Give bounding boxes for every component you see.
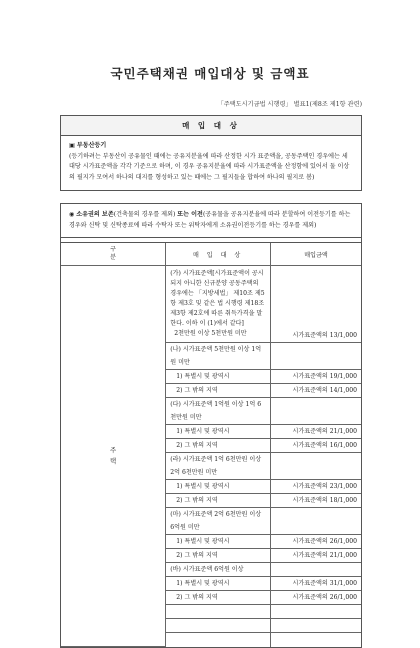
ownership-title: 소유권의 보존 (76, 211, 114, 218)
sub-item (166, 619, 271, 633)
group-heading: (마) 시가표준액 2억 6천만원 이상 6억원 미만 (166, 508, 271, 535)
amount-cell: 시가표준액의 26/1,000 (271, 535, 362, 549)
row-category-housing (61, 266, 166, 647)
block-ga-description (166, 266, 271, 343)
amount-cell: 시가표준액의 19/1,000 (271, 370, 362, 384)
sub-item: 2) 그 밖의 지역 (166, 591, 271, 605)
amount-cell: 시가표준액의 31/1,000 (271, 577, 362, 591)
col-header-category-text: 구 분 (110, 246, 117, 261)
real-estate-body: (등기하려는 부동산이 공유물인 때에는 공유지분율에 따라 산정한 시가 표준액을, 공동주택인 경우에는 세대당 시가표준액을 각각 기준으로 하며, 이 경우 공유지분율에 따라 시가표준액을 산정함에 있어서 둘 이상의 필지가 모여서 하나의 대지를 형성하고 있는 때에는 그 필지들을 합하여 하나의 필지로 봄) (69, 152, 350, 181)
amount-cell (271, 633, 362, 647)
amount-cell: 시가표준액의 21/1,000 (271, 549, 362, 563)
amount-cell: 시가표준액의 16/1,000 (271, 439, 362, 453)
amount-cell (271, 398, 362, 425)
col-header-category (61, 243, 166, 266)
ownership-or-transfer: 또는 이전 (177, 211, 203, 218)
ownership-paren1: (건축물의 경우를 제외) (113, 211, 176, 218)
real-estate-registration-box (60, 115, 362, 191)
sub-item: 2) 그 밖의 지역 (166, 439, 271, 453)
sub-item: 1) 특별시 및 광역시 (166, 535, 271, 549)
sub-item: 2) 그 밖의 지역 (166, 494, 271, 508)
col-header-amount: 매입금액 (271, 243, 362, 266)
amount-cell: 시가표준액의 14/1,000 (271, 384, 362, 398)
purchase-target-header: 매 입 대 상 (61, 116, 361, 136)
sub-item: 1) 특별시 및 광역시 (166, 577, 271, 591)
group-heading: (바) 시가표준액 6억원 이상 (166, 563, 271, 577)
amount-cell (271, 605, 362, 619)
sub-item: 1) 특별시 및 광역시 (166, 370, 271, 384)
sub-item: 2) 그 밖의 지역 (166, 384, 271, 398)
purchase-amount-table (61, 243, 361, 647)
group-heading: (라) 시가표준액 1억 6천만원 이상 2억 6천만원 미만 (166, 453, 271, 480)
amount-cell: 시가표준액의 26/1,000 (271, 591, 362, 605)
page-title: 국민주택채권 매입대상 및 금액표 (110, 66, 310, 81)
group-heading: (다) 시가표준액 1억원 이상 1억 6천만원 미만 (166, 398, 271, 425)
amount-cell: 시가표준액의 18/1,000 (271, 494, 362, 508)
block-ga-amount: 시가표준액의 13/1,000 (271, 266, 362, 343)
amount-cell (271, 619, 362, 633)
sub-item (166, 633, 271, 647)
group-heading: (나) 시가표준액 5천만원 이상 1억원 미만 (166, 343, 271, 370)
block-ga-text: (가) 시가표준액[시가표준액이 공시되지 아니한 신규분양 공동주택의 경우에는 「지방세법」 제10조 제5항 제3호 및 같은 법 시행령 제18조 제3항 제2호에 따른 취득가격을 말한다. 이하 이 (1)에서 같다] (170, 270, 265, 327)
amount-cell (271, 453, 362, 480)
amount-cell (271, 508, 362, 535)
ownership-paren2: (공유물을 공유지분율에 따라 분할하여 이전등기를 하는 경우와 신탁 및 신탁종료에 따라 수탁자 또는 위탁자에게 소유권이전등기를 하는 경우를 제외) (69, 211, 351, 229)
legal-reference: 「주택도시기금법 시행령」 별표1(제8조 제1항 관련) (217, 101, 362, 108)
sub-item: 2) 그 밖의 지역 (166, 549, 271, 563)
table-header-row (61, 243, 361, 266)
amount-cell: 시가표준액의 21/1,000 (271, 425, 362, 439)
amount-cell (271, 343, 362, 370)
sub-item: 1) 특별시 및 광역시 (166, 480, 271, 494)
sub-item: 1) 특별시 및 광역시 (166, 425, 271, 439)
block-ga-range: 2천만원 이상 5천만원 미만 (174, 330, 247, 337)
ownership-intro (61, 204, 361, 238)
amount-cell (271, 563, 362, 577)
real-estate-section (61, 136, 361, 190)
amount-cell: 시가표준액의 23/1,000 (271, 480, 362, 494)
table-row (61, 266, 361, 343)
group-heading (166, 605, 271, 619)
col-header-target: 매 입 대 상 (166, 243, 271, 266)
bullet-marker: ◉ (69, 211, 75, 218)
ownership-box (60, 203, 362, 648)
row-category-label: 주 택 (110, 446, 117, 465)
real-estate-heading: ▣ 부동산등기 (69, 142, 107, 149)
